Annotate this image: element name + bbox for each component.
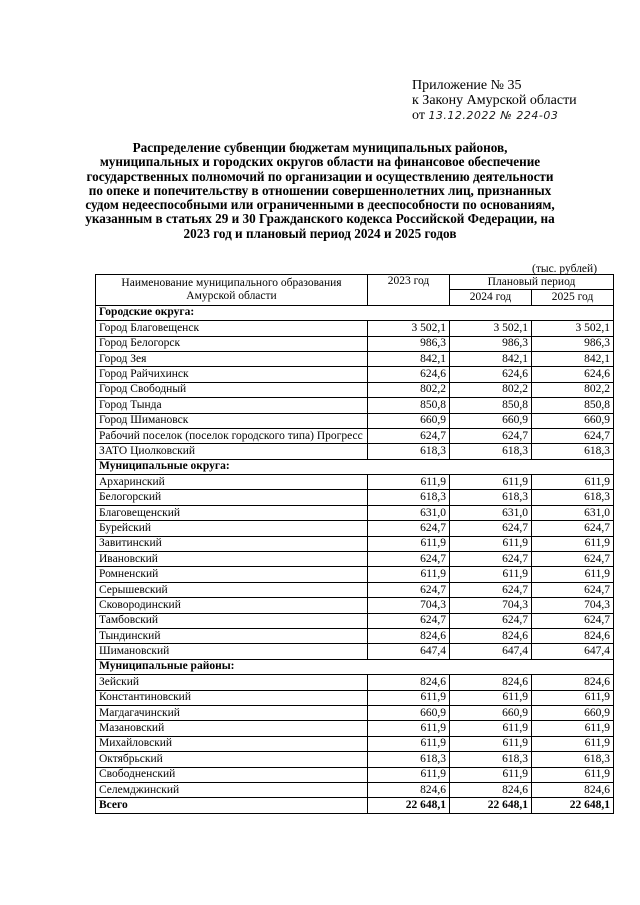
municipality-name: Рабочий поселок (поселок городского типа) Прогресс bbox=[96, 428, 368, 443]
municipality-name: Октябрьский bbox=[96, 752, 368, 767]
value-2025: 850,8 bbox=[532, 398, 614, 413]
value-2024: 850,8 bbox=[450, 398, 532, 413]
municipality-name: ЗАТО Циолковский bbox=[96, 444, 368, 459]
table-row bbox=[96, 782, 614, 797]
table-row bbox=[96, 767, 614, 782]
table-row bbox=[96, 413, 614, 428]
value-2025: 624,6 bbox=[532, 367, 614, 382]
value-2023: 611,9 bbox=[368, 721, 450, 736]
total-2023: 22 648,1 bbox=[368, 798, 450, 813]
value-2023: 824,6 bbox=[368, 782, 450, 797]
value-2023: 624,7 bbox=[368, 521, 450, 536]
table-row bbox=[96, 475, 614, 490]
table-row bbox=[96, 690, 614, 705]
table-row bbox=[96, 736, 614, 751]
value-2024: 624,7 bbox=[450, 582, 532, 597]
value-2024: 624,7 bbox=[450, 613, 532, 628]
value-2023: 624,6 bbox=[368, 367, 450, 382]
value-2025: 647,4 bbox=[532, 644, 614, 659]
group-row bbox=[96, 659, 614, 674]
municipality-name: Завитинский bbox=[96, 536, 368, 551]
value-2025: 624,7 bbox=[532, 428, 614, 443]
total-2024: 22 648,1 bbox=[450, 798, 532, 813]
value-2025: 611,9 bbox=[532, 736, 614, 751]
table-row bbox=[96, 336, 614, 351]
value-2024: 611,9 bbox=[450, 475, 532, 490]
value-2024: 631,0 bbox=[450, 505, 532, 520]
value-2023: 624,7 bbox=[368, 552, 450, 567]
table-row bbox=[96, 613, 614, 628]
subvention-table bbox=[95, 274, 614, 814]
value-2025: 3 502,1 bbox=[532, 321, 614, 336]
value-2025: 611,9 bbox=[532, 567, 614, 582]
table-row bbox=[96, 705, 614, 720]
value-2024: 624,6 bbox=[450, 367, 532, 382]
table-row bbox=[96, 351, 614, 366]
value-2024: 704,3 bbox=[450, 598, 532, 613]
municipality-name: Город Зея bbox=[96, 351, 368, 366]
value-2023: 660,9 bbox=[368, 705, 450, 720]
value-2024: 660,9 bbox=[450, 413, 532, 428]
value-2025: 802,2 bbox=[532, 382, 614, 397]
value-2025: 611,9 bbox=[532, 721, 614, 736]
table-row bbox=[96, 721, 614, 736]
document-title: Распределение субвенции бюджетам муниципальных районов, муниципальных и городских округов области на финансовое обеспечение государственных полномочий по организации и осуществлению деятельности по опеке и попечительству в отношении совершеннолетних лиц, признанных судом недееспособными или ограниченными в дееспособности по основаниям, указанным в статьях 29 и 30 Гражданского кодекса Российской Федерации, на 2023 год и плановый период 2024 и 2025 годов bbox=[85, 140, 555, 241]
value-2025: 624,7 bbox=[532, 521, 614, 536]
value-2024: 618,3 bbox=[450, 490, 532, 505]
table-row bbox=[96, 505, 614, 520]
appendix-number: Приложение № 35 bbox=[412, 78, 522, 93]
value-2024: 611,9 bbox=[450, 536, 532, 551]
value-2024: 611,9 bbox=[450, 736, 532, 751]
value-2025: 624,7 bbox=[532, 582, 614, 597]
municipality-name: Константиновский bbox=[96, 690, 368, 705]
table-row bbox=[96, 675, 614, 690]
municipality-name: Селемджинский bbox=[96, 782, 368, 797]
appendix-header bbox=[412, 78, 627, 123]
value-2025: 704,3 bbox=[532, 598, 614, 613]
value-2023: 842,1 bbox=[368, 351, 450, 366]
value-2023: 802,2 bbox=[368, 382, 450, 397]
table-row bbox=[96, 321, 614, 336]
appendix-from-label: от bbox=[412, 108, 425, 123]
value-2023: 611,9 bbox=[368, 767, 450, 782]
value-2024: 660,9 bbox=[450, 705, 532, 720]
table-row bbox=[96, 444, 614, 459]
municipality-name: Город Тында bbox=[96, 398, 368, 413]
value-2023: 850,8 bbox=[368, 398, 450, 413]
value-2025: 611,9 bbox=[532, 475, 614, 490]
header-plan-period: Плановый период bbox=[450, 275, 614, 290]
handwritten-date-number: 13.12.2022 № 224-03 bbox=[428, 109, 559, 122]
municipality-name: Ромненский bbox=[96, 567, 368, 582]
value-2025: 618,3 bbox=[532, 490, 614, 505]
value-2023: 611,9 bbox=[368, 475, 450, 490]
value-2023: 824,6 bbox=[368, 675, 450, 690]
value-2025: 624,7 bbox=[532, 613, 614, 628]
group-title: Муниципальные районы: bbox=[96, 659, 614, 674]
municipality-name: Белогорский bbox=[96, 490, 368, 505]
value-2024: 611,9 bbox=[450, 567, 532, 582]
value-2024: 611,9 bbox=[450, 690, 532, 705]
value-2024: 618,3 bbox=[450, 752, 532, 767]
value-2025: 842,1 bbox=[532, 351, 614, 366]
value-2025: 986,3 bbox=[532, 336, 614, 351]
value-2023: 624,7 bbox=[368, 428, 450, 443]
value-2025: 660,9 bbox=[532, 705, 614, 720]
header-2024: 2024 год bbox=[450, 290, 532, 305]
header-2023: 2023 год bbox=[368, 275, 450, 306]
value-2025: 611,9 bbox=[532, 690, 614, 705]
value-2024: 824,6 bbox=[450, 628, 532, 643]
value-2025: 611,9 bbox=[532, 536, 614, 551]
municipality-name: Бурейский bbox=[96, 521, 368, 536]
value-2024: 802,2 bbox=[450, 382, 532, 397]
value-2023: 824,6 bbox=[368, 628, 450, 643]
value-2023: 986,3 bbox=[368, 336, 450, 351]
municipality-name: Город Свободный bbox=[96, 382, 368, 397]
table-row bbox=[96, 628, 614, 643]
table-row bbox=[96, 752, 614, 767]
value-2025: 824,6 bbox=[532, 782, 614, 797]
table-row bbox=[96, 521, 614, 536]
value-2023: 618,3 bbox=[368, 752, 450, 767]
municipality-name: Город Благовещенск bbox=[96, 321, 368, 336]
total-label: Всего bbox=[96, 798, 368, 813]
value-2024: 986,3 bbox=[450, 336, 532, 351]
value-2024: 824,6 bbox=[450, 675, 532, 690]
municipality-name: Магдагачинский bbox=[96, 705, 368, 720]
value-2023: 611,9 bbox=[368, 536, 450, 551]
group-row bbox=[96, 459, 614, 474]
municipality-name: Город Белогорск bbox=[96, 336, 368, 351]
value-2023: 618,3 bbox=[368, 490, 450, 505]
value-2023: 611,9 bbox=[368, 690, 450, 705]
value-2023: 631,0 bbox=[368, 505, 450, 520]
municipality-name: Благовещенский bbox=[96, 505, 368, 520]
municipality-name: Михайловский bbox=[96, 736, 368, 751]
appendix-date-line bbox=[412, 108, 627, 123]
value-2023: 704,3 bbox=[368, 598, 450, 613]
table-row bbox=[96, 644, 614, 659]
value-2024: 611,9 bbox=[450, 721, 532, 736]
table-row bbox=[96, 552, 614, 567]
group-title: Городские округа: bbox=[96, 305, 614, 320]
table-row bbox=[96, 367, 614, 382]
municipality-name: Шимановский bbox=[96, 644, 368, 659]
value-2024: 611,9 bbox=[450, 767, 532, 782]
municipality-name: Ивановский bbox=[96, 552, 368, 567]
value-2024: 3 502,1 bbox=[450, 321, 532, 336]
table-row bbox=[96, 598, 614, 613]
value-2023: 624,7 bbox=[368, 613, 450, 628]
appendix-law-reference: к Закону Амурской области bbox=[412, 93, 577, 108]
municipality-name: Город Шимановск bbox=[96, 413, 368, 428]
value-2024: 842,1 bbox=[450, 351, 532, 366]
table-row bbox=[96, 382, 614, 397]
value-2024: 624,7 bbox=[450, 552, 532, 567]
value-2025: 824,6 bbox=[532, 675, 614, 690]
value-2024: 647,4 bbox=[450, 644, 532, 659]
total-row bbox=[96, 798, 614, 813]
value-2024: 624,7 bbox=[450, 521, 532, 536]
value-2025: 624,7 bbox=[532, 552, 614, 567]
value-2025: 618,3 bbox=[532, 752, 614, 767]
value-2023: 624,7 bbox=[368, 582, 450, 597]
value-2025: 631,0 bbox=[532, 505, 614, 520]
value-2023: 3 502,1 bbox=[368, 321, 450, 336]
value-2023: 611,9 bbox=[368, 736, 450, 751]
value-2025: 611,9 bbox=[532, 767, 614, 782]
value-2023: 611,9 bbox=[368, 567, 450, 582]
value-2023: 618,3 bbox=[368, 444, 450, 459]
value-2025: 618,3 bbox=[532, 444, 614, 459]
value-2024: 624,7 bbox=[450, 428, 532, 443]
municipality-name: Тындинский bbox=[96, 628, 368, 643]
table-row bbox=[96, 398, 614, 413]
municipality-name: Мазановский bbox=[96, 721, 368, 736]
group-row bbox=[96, 305, 614, 320]
table-row bbox=[96, 428, 614, 443]
table-row bbox=[96, 536, 614, 551]
municipality-name: Архаринский bbox=[96, 475, 368, 490]
municipality-name: Свободненский bbox=[96, 767, 368, 782]
table-row bbox=[96, 567, 614, 582]
municipality-name: Сковородинский bbox=[96, 598, 368, 613]
header-2025: 2025 год bbox=[532, 290, 614, 305]
value-2024: 618,3 bbox=[450, 444, 532, 459]
municipality-name: Серышевский bbox=[96, 582, 368, 597]
value-2023: 660,9 bbox=[368, 413, 450, 428]
value-2025: 824,6 bbox=[532, 628, 614, 643]
units-label: (тыс. рублей) bbox=[532, 263, 598, 275]
municipality-name: Зейский bbox=[96, 675, 368, 690]
municipality-name: Город Райчихинск bbox=[96, 367, 368, 382]
table-row bbox=[96, 490, 614, 505]
table-row bbox=[96, 582, 614, 597]
value-2023: 647,4 bbox=[368, 644, 450, 659]
value-2025: 660,9 bbox=[532, 413, 614, 428]
group-title: Муниципальные округа: bbox=[96, 459, 614, 474]
total-2025: 22 648,1 bbox=[532, 798, 614, 813]
value-2024: 824,6 bbox=[450, 782, 532, 797]
municipality-name: Тамбовский bbox=[96, 613, 368, 628]
header-name: Наименование муниципального образования Амурской области bbox=[96, 275, 368, 306]
